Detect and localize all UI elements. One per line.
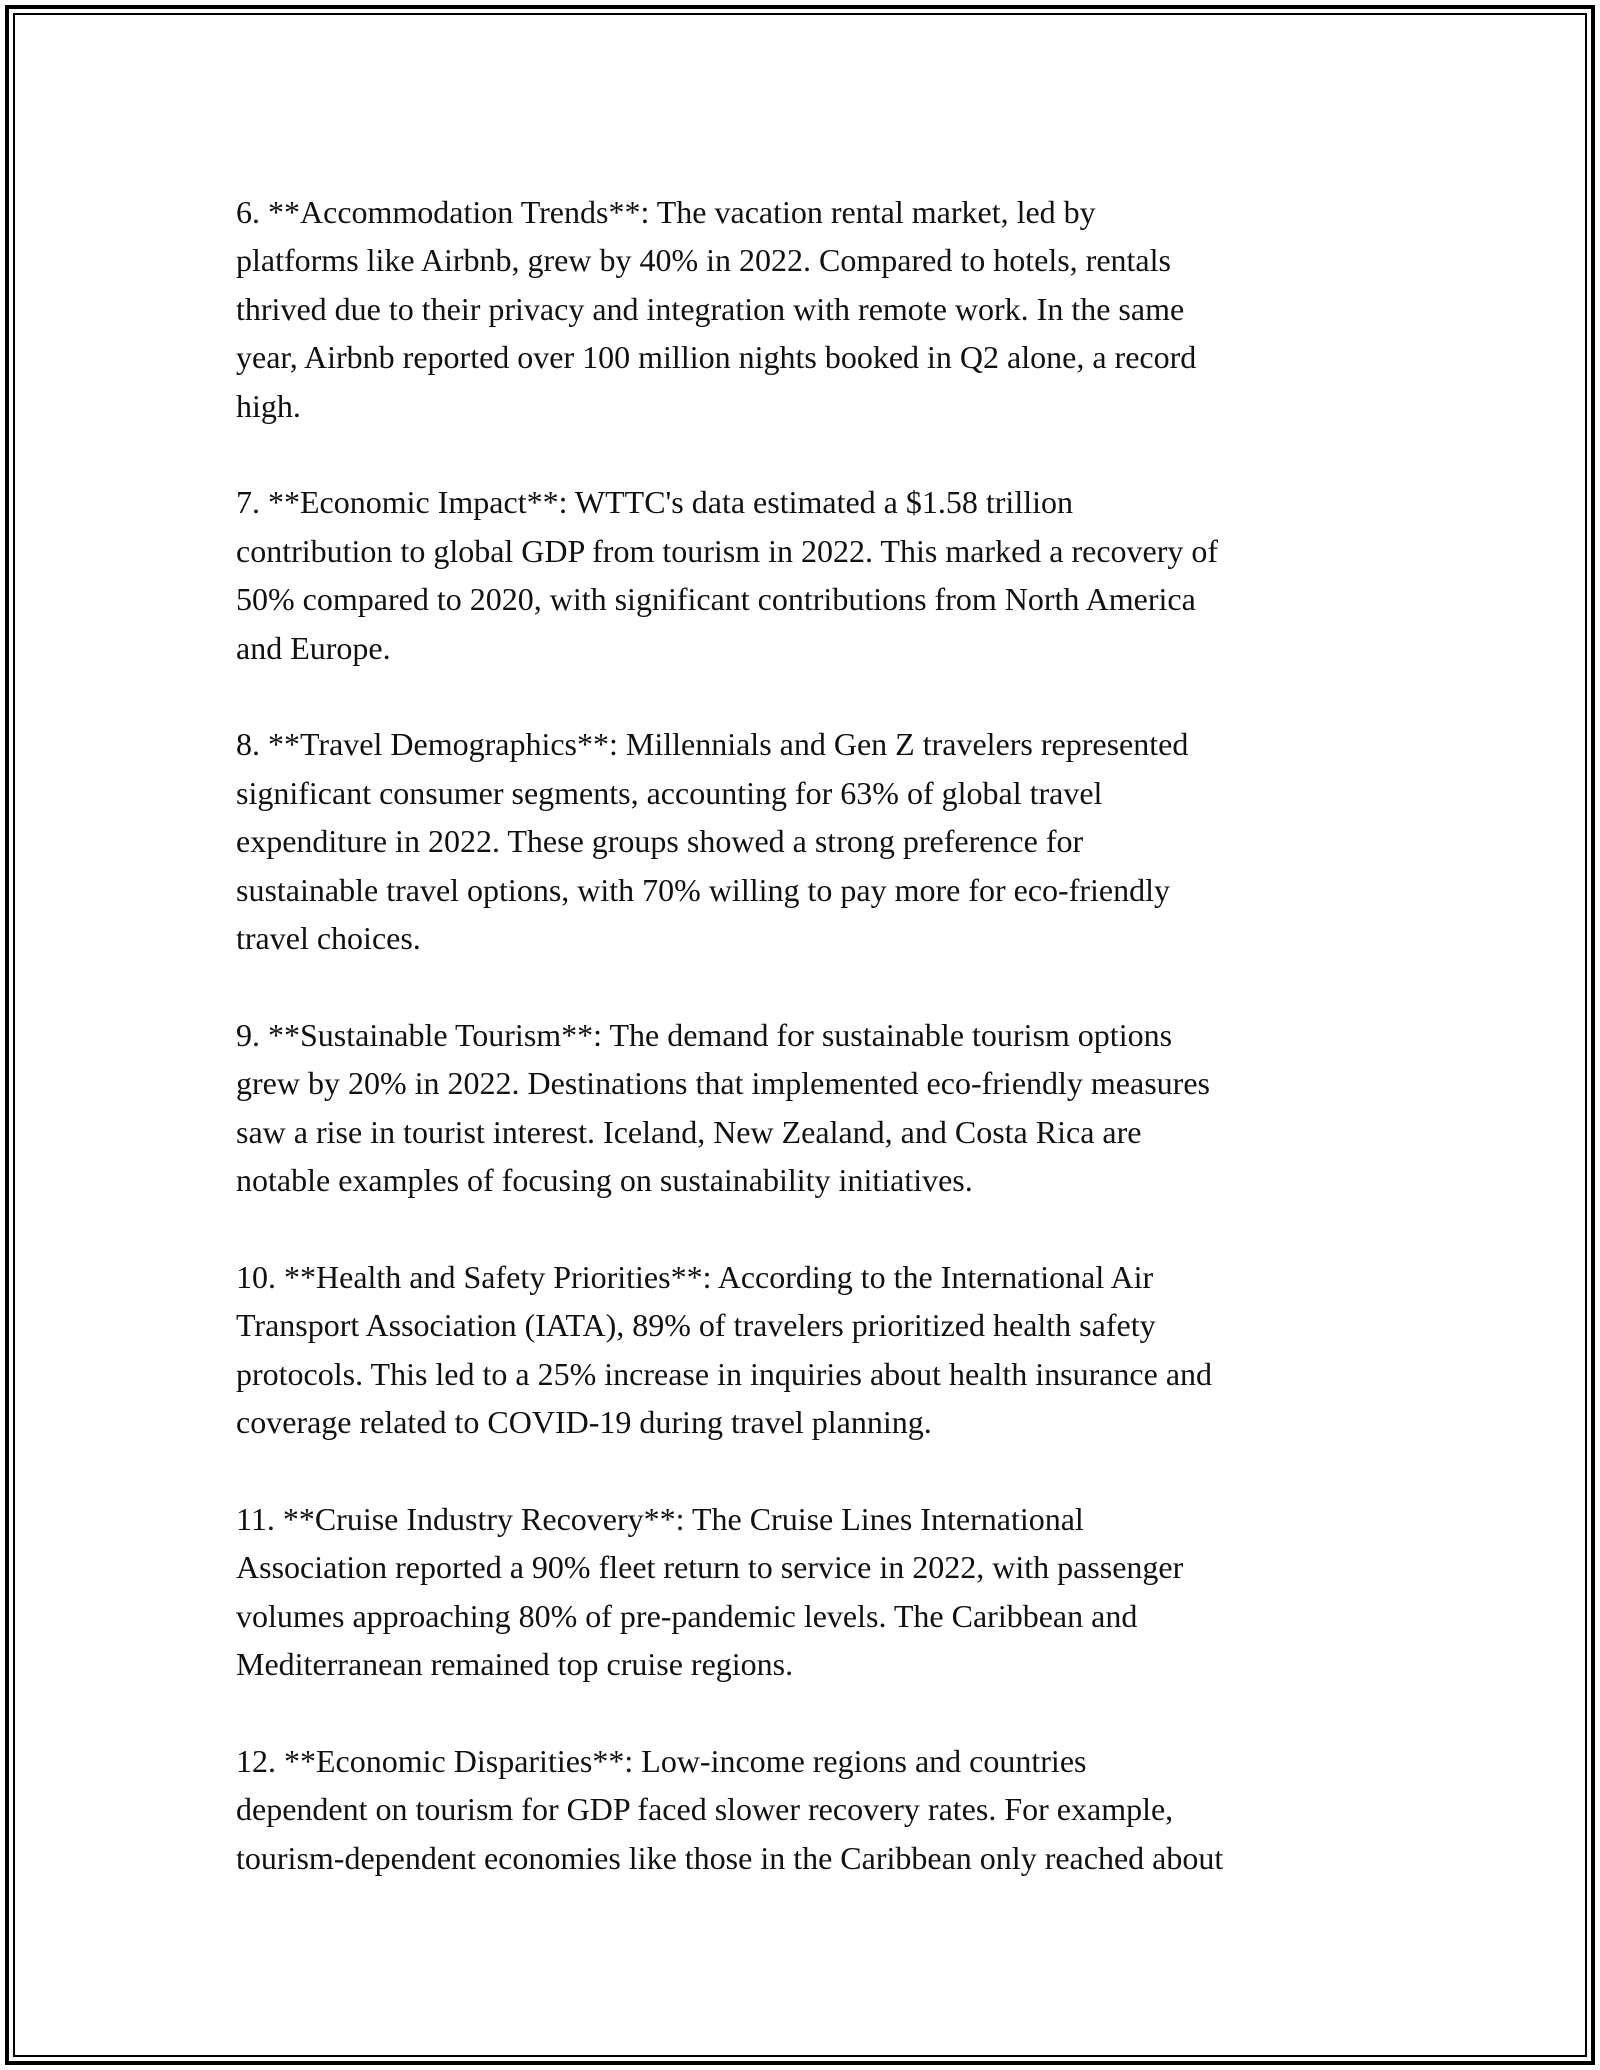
- paragraph-sustainable-tourism: 9. **Sustainable Tourism**: The demand for sustainable tourism options grew by 20% in 2022. Destinations that implemented eco-friendly measures saw a rise in tourist interest. Iceland, New Zealand, and Costa Rica are notable examples of focusing on sustainability initiatives.: [236, 1016, 1210, 1199]
- paragraph-travel-demographics: 8. **Travel Demographics**: Millennials and Gen Z travelers represented significant consumer segments, accounting for 63% of global travel expenditure in 2022. These groups showed a strong preference for sustainable travel options, with 70% willing to pay more for eco-friendly travel choices.: [236, 726, 1189, 957]
- document-body: [236, 188, 1376, 1931]
- paragraph-health-safety-priorities: 10. **Health and Safety Priorities**: According to the International Air Transport Association (IATA), 89% of travelers prioritized health safety protocols. This led to a 25% increase in inquiries about health insurance and coverage related to COVID-19 during travel planning.: [236, 1258, 1213, 1441]
- paragraph-accommodation-trends: 6. **Accommodation Trends**: The vacation rental market, led by platforms like Airbnb, grew by 40% in 2022. Compared to hotels, rentals thrived due to their privacy and integration with remote work. In the same year, Airbnb reported over 100 million nights booked in Q2 alone, a record high.: [236, 194, 1197, 424]
- paragraph-economic-disparities: 12. **Economic Disparities**: Low-income regions and countries dependent on tourism for GDP faced slower recovery rates. For example, tourism-dependent economies like those in the Caribbean only reached about: [236, 1742, 1224, 1876]
- paragraph-economic-impact: 7. **Economic Impact**: WTTC's data estimated a $1.58 trillion contribution to global GDP from tourism in 2022. This marked a recovery of 50% compared to 2020, with significant contributions from North America and Europe.: [236, 484, 1219, 666]
- paragraph-cruise-industry-recovery: 11. **Cruise Industry Recovery**: The Cruise Lines International Association reported a 90% fleet return to service in 2022, with passenger volumes approaching 80% of pre-pandemic levels. The Caribbean and Mediterranean remained top cruise regions.: [236, 1500, 1184, 1683]
